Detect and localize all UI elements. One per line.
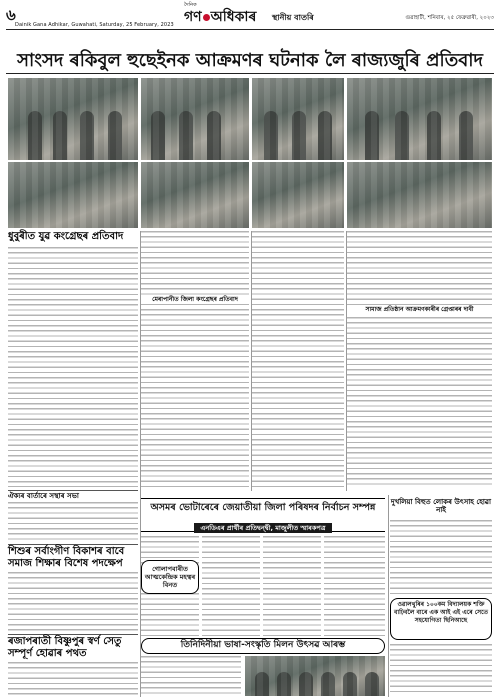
- subhead-jorhat: এনডিএৰ প্ৰাৰ্থীৰ প্ৰতিদ্বন্দ্বী, মাজুলীত স্মাৰকপত্ৰ: [194, 523, 331, 533]
- column-rule-1: [140, 231, 141, 697]
- headline-right-subhead: সামাজ প্ৰতিষ্ঠান আক্ৰমণকাৰীৰ গ্ৰেপ্তাৰৰ দাবী: [365, 306, 474, 313]
- column-rule-2: [251, 231, 252, 491]
- column-rule-3: [346, 231, 347, 491]
- divider-left-1: [8, 490, 138, 491]
- box-golapbari: গোলাপবাৰীত আত্মকেন্দ্ৰিক মহত্বৰ বিনত: [141, 560, 199, 594]
- headline-left-story-3: ৰজাপৰাতী বিষ্ণুপুৰ স্বৰ্ণ সেতু সম্পূৰ্ণ হোৱাৰ পথত: [8, 636, 122, 659]
- photo-protest-3: [252, 78, 344, 160]
- brand-left: গণ: [184, 9, 202, 25]
- article-mid-2: [252, 231, 344, 487]
- brand-small-label: দৈনিক: [184, 2, 197, 8]
- date-assamese: গুৱাহাটী, শনিবাৰ, ২৫ ফেব্ৰুৱাৰী, ২০২৩: [405, 15, 494, 21]
- caption-meghalaya: মেৰাপানীত জিলা কংগ্ৰেছৰ প্ৰতিবাদ: [141, 297, 249, 304]
- headline-right-top-box: দুখলিয়া বিহুত লোকৰ উৎসাহ হোৱা নাই: [390, 498, 492, 515]
- article-left-3: [8, 662, 138, 696]
- article-right-box: [390, 520, 492, 594]
- article-left-1: [8, 502, 138, 542]
- photo-protest-2: [141, 78, 249, 160]
- photo-protest-6: [141, 162, 249, 228]
- brand-dot-icon: [203, 14, 210, 21]
- article-cultural: [141, 656, 241, 696]
- headline-left-story-2: শিশুৰ সৰ্বাংগীণ বিকাশৰ বাবে সমাজ শিক্ষাৰ বিশেষ পদক্ষেপ: [8, 546, 125, 569]
- headline-dhubri: ধুবুৰীত যুৱ কংগ্ৰেছৰ প্ৰতিবাদ: [8, 231, 124, 242]
- article-mid-1: [141, 231, 249, 487]
- photo-protest-7: [252, 162, 344, 228]
- headline-jorhat: অসমৰ ভোটাৰেৰে জেয়াতীয়া জিলা পৰিষদৰ নিৰ্বাচন সম্পন্ন: [150, 502, 376, 513]
- article-jorhat-3: [263, 536, 321, 636]
- divider-left-3: [8, 634, 138, 635]
- masthead: [6, 4, 494, 30]
- article-right-top: [347, 231, 492, 305]
- photo-protest-5: [8, 162, 138, 228]
- column-rule-4: [388, 495, 389, 697]
- banner-headline: [6, 48, 494, 74]
- article-right-bottom: [390, 644, 492, 696]
- headline-left-story-1: ঐক্যৰ বাৰ্তাৰে সস্থাৰ সভা: [8, 492, 79, 500]
- banner-headline-text: সাংসদ ৰকিবুল হুছেইনক আক্ৰমণৰ ঘটনাক লৈ ৰাজ্যজুৰি প্ৰতিবাদ: [17, 50, 483, 71]
- brand-right: অধিকাৰ: [210, 9, 257, 25]
- article-left-2: [8, 572, 138, 632]
- divider-left-2: [8, 544, 138, 545]
- photo-protest-1: [8, 78, 138, 160]
- photo-protest-8: [347, 162, 492, 228]
- page-number: ৬: [6, 6, 16, 24]
- headline-right-news-box: ওৱালথুৰিৰ ১০০কম বিদ্যালয়ক শক্তি বাঢ়িবলৈ বাৰে এক আই এই এৰে সেতে সহযোগিতা ছিনিআছে: [390, 598, 492, 640]
- photo-cultural-fest: [245, 656, 385, 696]
- article-jorhat-4: [324, 536, 385, 636]
- photo-protest-4: [347, 78, 492, 160]
- headline-cultural-fest: তিনিদিনীয়া ভাষা-সংস্কৃতি মিলন উৎসৱ আৰম্ভ: [141, 638, 385, 654]
- article-jorhat-2: [202, 536, 260, 636]
- article-dhubri: [8, 247, 138, 487]
- brand-logo: [184, 5, 256, 29]
- article-right-mid: [347, 317, 492, 487]
- publication-info-english: Dainik Gana Adhikar, Guwahati, Saturday, 25 February, 2023: [15, 22, 174, 28]
- headline-jorhat-box: [141, 498, 385, 532]
- section-name: স্থানীয় বাতৰি: [272, 13, 314, 22]
